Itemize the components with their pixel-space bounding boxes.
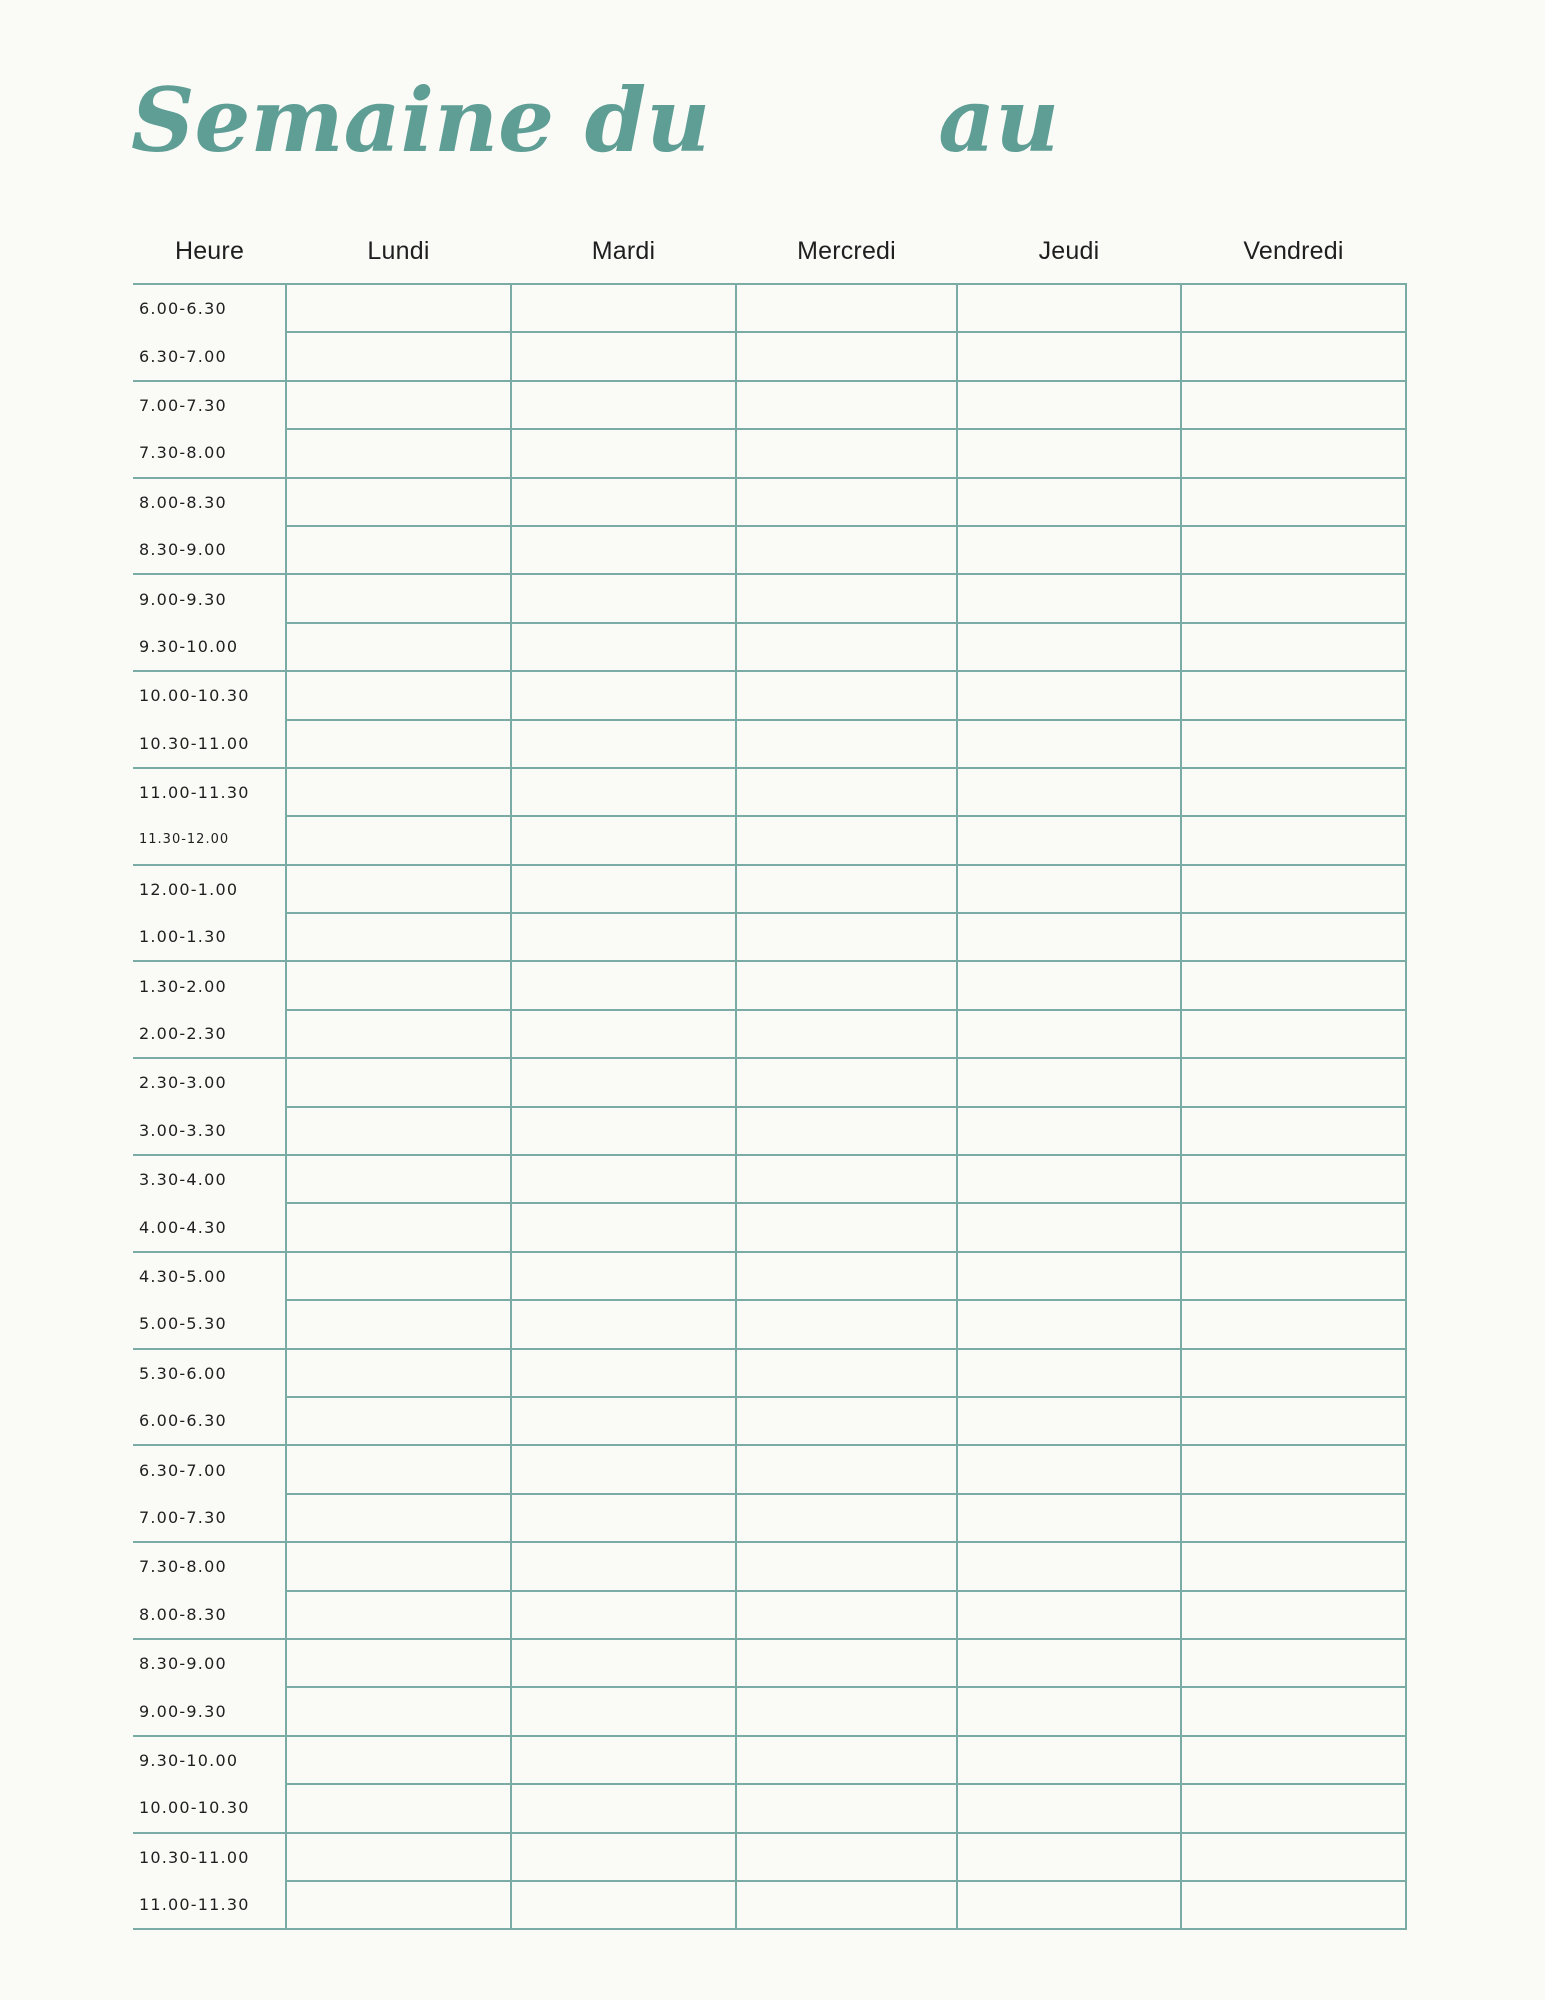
schedule-cell[interactable] — [511, 332, 736, 380]
page-title — [131, 68, 1059, 174]
schedule-cell[interactable] — [957, 1591, 1181, 1639]
table-row — [133, 720, 1406, 768]
table-row — [133, 574, 1406, 622]
time-slot-label: 12.00-1.00 — [139, 879, 239, 899]
schedule-cell[interactable] — [511, 1203, 736, 1251]
schedule-cell[interactable] — [1181, 1300, 1406, 1348]
time-slot-cell — [133, 961, 286, 1058]
table-row — [133, 623, 1406, 671]
schedule-cell[interactable] — [736, 1010, 957, 1058]
schedule-cell[interactable] — [736, 1203, 957, 1251]
time-slot-cell — [133, 768, 286, 865]
time-slot-cell — [133, 865, 286, 962]
schedule-cell[interactable] — [286, 961, 511, 1009]
schedule-cell[interactable] — [957, 1010, 1181, 1058]
table-row — [133, 1445, 1406, 1493]
schedule-cell[interactable] — [736, 913, 957, 961]
schedule-cell[interactable] — [957, 1881, 1181, 1929]
schedule-cell[interactable] — [736, 381, 957, 429]
title-suffix: au — [938, 68, 1060, 172]
schedule-cell[interactable] — [736, 1494, 957, 1542]
schedule-cell[interactable] — [957, 1349, 1181, 1397]
schedule-cell[interactable] — [511, 1494, 736, 1542]
schedule-cell[interactable] — [286, 1687, 511, 1735]
schedule-cell[interactable] — [511, 1591, 736, 1639]
schedule-cell[interactable] — [511, 1445, 736, 1493]
schedule-cell[interactable] — [736, 1107, 957, 1155]
column-header-mardi: Mardi — [511, 220, 736, 284]
schedule-cell[interactable] — [1181, 526, 1406, 574]
schedule-cell[interactable] — [511, 913, 736, 961]
schedule-cell[interactable] — [286, 574, 511, 622]
table-row — [133, 1542, 1406, 1590]
time-slot-cell — [133, 574, 286, 671]
schedule-cell[interactable] — [957, 1058, 1181, 1106]
schedule-cell[interactable] — [511, 1639, 736, 1687]
table-row — [133, 865, 1406, 913]
schedule-cell[interactable] — [957, 913, 1181, 961]
schedule-cell[interactable] — [511, 1058, 736, 1106]
schedule-cell[interactable] — [1181, 1445, 1406, 1493]
schedule-cell[interactable] — [286, 1542, 511, 1590]
time-slot-cell — [133, 671, 286, 768]
schedule-cell[interactable] — [511, 1833, 736, 1881]
time-slot-label: 3.30-4.00 — [139, 1170, 227, 1190]
schedule-cell[interactable] — [957, 1300, 1181, 1348]
schedule-cell[interactable] — [1181, 1639, 1406, 1687]
schedule-cell[interactable] — [286, 1058, 511, 1106]
schedule-cell[interactable] — [286, 332, 511, 380]
schedule-cell[interactable] — [511, 574, 736, 622]
schedule-cell[interactable] — [957, 1784, 1181, 1832]
time-slot-label: 8.30-9.00 — [139, 1654, 227, 1674]
schedule-cell[interactable] — [1181, 961, 1406, 1009]
time-slot-label: 3.00-3.30 — [139, 1120, 227, 1140]
schedule-cell[interactable] — [736, 1252, 957, 1300]
time-slot-cell — [133, 284, 286, 381]
schedule-cell[interactable] — [736, 526, 957, 574]
schedule-cell[interactable] — [511, 284, 736, 332]
schedule-cell[interactable] — [511, 961, 736, 1009]
table-row — [133, 768, 1406, 816]
schedule-cell[interactable] — [957, 332, 1181, 380]
time-slot-cell — [133, 1155, 286, 1252]
schedule-cell[interactable] — [286, 1639, 511, 1687]
schedule-cell[interactable] — [957, 1833, 1181, 1881]
schedule-cell[interactable] — [957, 1639, 1181, 1687]
schedule-cell[interactable] — [736, 1397, 957, 1445]
table-row — [133, 1349, 1406, 1397]
time-slot-label: 4.30-5.00 — [139, 1267, 227, 1286]
time-slot-cell — [133, 1736, 286, 1833]
schedule-cell[interactable] — [1181, 1736, 1406, 1784]
time-slot-label: 11.30-12.00 — [139, 832, 230, 848]
schedule-cell[interactable] — [511, 429, 736, 477]
schedule-cell[interactable] — [1181, 1058, 1406, 1106]
schedule-cell[interactable] — [736, 768, 957, 816]
schedule-cell[interactable] — [736, 1687, 957, 1735]
schedule-cell[interactable] — [736, 1881, 957, 1929]
schedule-cell[interactable] — [1181, 1784, 1406, 1832]
time-slot-label: 9.30-10.00 — [139, 636, 239, 656]
time-slot-cell — [133, 381, 286, 478]
schedule-cell[interactable] — [736, 1445, 957, 1493]
time-slot-label: 2.30-3.00 — [139, 1073, 227, 1093]
schedule-cell[interactable] — [1181, 1494, 1406, 1542]
time-slot-cell — [133, 1058, 286, 1155]
schedule-cell[interactable] — [286, 720, 511, 768]
schedule-cell[interactable] — [736, 1639, 957, 1687]
time-slot-label: 10.00-10.30 — [139, 686, 250, 706]
schedule-cell[interactable] — [286, 913, 511, 961]
table-row — [133, 1833, 1406, 1881]
schedule-cell[interactable] — [286, 1784, 511, 1832]
schedule-cell[interactable] — [1181, 865, 1406, 913]
schedule-cell[interactable] — [957, 574, 1181, 622]
schedule-cell[interactable] — [286, 768, 511, 816]
table-row — [133, 1591, 1406, 1639]
schedule-cell[interactable] — [286, 1397, 511, 1445]
schedule-cell[interactable] — [1181, 1687, 1406, 1735]
table-row — [133, 961, 1406, 1009]
schedule-cell[interactable] — [1181, 1833, 1406, 1881]
schedule-cell[interactable] — [286, 1445, 511, 1493]
schedule-cell[interactable] — [511, 1155, 736, 1203]
schedule-cell[interactable] — [736, 429, 957, 477]
time-slot-label: 10.30-11.00 — [139, 1847, 250, 1867]
schedule-cell[interactable] — [957, 720, 1181, 768]
table-row — [133, 1784, 1406, 1832]
table-row — [133, 1494, 1406, 1542]
schedule-cell[interactable] — [286, 1736, 511, 1784]
schedule-cell[interactable] — [736, 1542, 957, 1590]
schedule-cell[interactable] — [1181, 1010, 1406, 1058]
time-slot-label: 6.00-6.30 — [139, 299, 227, 319]
schedule-cell[interactable] — [1181, 1107, 1406, 1155]
schedule-cell[interactable] — [957, 1155, 1181, 1203]
schedule-cell[interactable] — [736, 1591, 957, 1639]
schedule-cell[interactable] — [736, 574, 957, 622]
time-slot-label: 9.30-10.00 — [139, 1750, 239, 1770]
schedule-cell[interactable] — [957, 768, 1181, 816]
schedule-cell[interactable] — [736, 1736, 957, 1784]
table-row — [133, 429, 1406, 477]
schedule-cell[interactable] — [286, 865, 511, 913]
schedule-cell[interactable] — [1181, 1349, 1406, 1397]
schedule-cell[interactable] — [286, 284, 511, 332]
schedule-cell[interactable] — [511, 526, 736, 574]
schedule-cell[interactable] — [736, 671, 957, 719]
column-header-heure: Heure — [133, 220, 286, 284]
schedule-cell[interactable] — [957, 671, 1181, 719]
table-row — [133, 1203, 1406, 1251]
time-slot-label: 1.00-1.30 — [139, 927, 227, 947]
time-slot-label: 7.30-8.00 — [139, 443, 227, 463]
schedule-cell[interactable] — [1181, 429, 1406, 477]
column-header-lundi: Lundi — [286, 220, 511, 284]
table-row — [133, 526, 1406, 574]
schedule-cell[interactable] — [1181, 332, 1406, 380]
table-row — [133, 1736, 1406, 1784]
schedule-cell[interactable] — [286, 381, 511, 429]
schedule-cell[interactable] — [511, 1300, 736, 1348]
time-slot-cell — [133, 1349, 286, 1446]
schedule-cell[interactable] — [511, 1349, 736, 1397]
schedule-cell[interactable] — [511, 623, 736, 671]
schedule-cell[interactable] — [1181, 768, 1406, 816]
schedule-cell[interactable] — [286, 623, 511, 671]
schedule-cell[interactable] — [286, 1252, 511, 1300]
schedule-cell[interactable] — [736, 1833, 957, 1881]
time-slot-cell — [133, 1445, 286, 1542]
time-slot-label: 1.30-2.00 — [139, 976, 227, 996]
schedule-cell[interactable] — [286, 816, 511, 864]
time-slot-cell — [133, 1833, 286, 1930]
schedule-cell[interactable] — [286, 1107, 511, 1155]
table-row — [133, 1058, 1406, 1106]
schedule-cell[interactable] — [736, 1349, 957, 1397]
weekly-schedule-table — [133, 220, 1407, 1930]
schedule-cell[interactable] — [286, 1494, 511, 1542]
schedule-cell[interactable] — [957, 478, 1181, 526]
schedule-cell[interactable] — [957, 1203, 1181, 1251]
schedule-cell[interactable] — [957, 1397, 1181, 1445]
schedule-cell[interactable] — [1181, 720, 1406, 768]
schedule-cell[interactable] — [1181, 671, 1406, 719]
time-slot-label: 8.00-8.30 — [139, 492, 227, 512]
column-header-jeudi: Jeudi — [957, 220, 1181, 284]
schedule-cell[interactable] — [957, 1494, 1181, 1542]
column-header-vendredi: Vendredi — [1181, 220, 1406, 284]
schedule-cell[interactable] — [957, 1736, 1181, 1784]
table-row — [133, 1639, 1406, 1687]
time-slot-label: 10.30-11.00 — [139, 733, 250, 753]
schedule-cell[interactable] — [957, 961, 1181, 1009]
schedule-cell[interactable] — [511, 1881, 736, 1929]
time-slot-label: 7.30-8.00 — [139, 1557, 227, 1577]
schedule-cell[interactable] — [286, 1155, 511, 1203]
schedule-cell[interactable] — [511, 1687, 736, 1735]
schedule-cell[interactable] — [511, 816, 736, 864]
schedule-cell[interactable] — [957, 1107, 1181, 1155]
table-row — [133, 671, 1406, 719]
time-slot-label: 2.00-2.30 — [139, 1024, 227, 1044]
schedule-cell[interactable] — [957, 429, 1181, 477]
schedule-cell[interactable] — [957, 1445, 1181, 1493]
schedule-cell[interactable] — [736, 865, 957, 913]
time-slot-cell — [133, 1639, 286, 1736]
time-slot-label: 11.00-11.30 — [139, 1895, 250, 1915]
schedule-cell[interactable] — [511, 1542, 736, 1590]
schedule-cell[interactable] — [511, 720, 736, 768]
time-slot-cell — [133, 1542, 286, 1639]
schedule-cell[interactable] — [286, 1349, 511, 1397]
schedule-cell[interactable] — [1181, 1881, 1406, 1929]
schedule-cell[interactable] — [736, 1155, 957, 1203]
schedule-cell[interactable] — [1181, 381, 1406, 429]
schedule-cell[interactable] — [1181, 284, 1406, 332]
schedule-cell[interactable] — [736, 1784, 957, 1832]
schedule-cell[interactable] — [1181, 1252, 1406, 1300]
schedule-cell[interactable] — [286, 671, 511, 719]
schedule-cell[interactable] — [736, 623, 957, 671]
schedule-cell[interactable] — [511, 671, 736, 719]
time-slot-label: 9.00-9.30 — [139, 589, 227, 609]
schedule-cell[interactable] — [511, 865, 736, 913]
table-row — [133, 1881, 1406, 1929]
title-prefix: Semaine du — [131, 68, 711, 172]
schedule-cell[interactable] — [286, 429, 511, 477]
header-row — [133, 220, 1406, 284]
schedule-cell[interactable] — [1181, 1203, 1406, 1251]
time-slot-cell — [133, 478, 286, 575]
time-slot-label: 8.00-8.30 — [139, 1604, 227, 1624]
time-slot-label: 7.00-7.30 — [139, 395, 227, 415]
schedule-cell[interactable] — [286, 1300, 511, 1348]
schedule-cell[interactable] — [286, 1203, 511, 1251]
schedule-cell[interactable] — [511, 1784, 736, 1832]
time-slot-cell — [133, 1252, 286, 1349]
table-row — [133, 1300, 1406, 1348]
schedule-cell[interactable] — [511, 1252, 736, 1300]
table-row — [133, 1010, 1406, 1058]
table-row — [133, 332, 1406, 380]
schedule-cell[interactable] — [1181, 816, 1406, 864]
schedule-cell[interactable] — [286, 1591, 511, 1639]
table-row — [133, 1397, 1406, 1445]
table-row — [133, 1107, 1406, 1155]
schedule-cell[interactable] — [736, 284, 957, 332]
time-slot-label: 6.30-7.00 — [139, 346, 227, 366]
schedule-cell[interactable] — [1181, 913, 1406, 961]
schedule-cell[interactable] — [736, 332, 957, 380]
schedule-cell[interactable] — [736, 478, 957, 526]
table-row — [133, 1252, 1406, 1300]
schedule-cell[interactable] — [957, 816, 1181, 864]
schedule-body — [133, 284, 1406, 1929]
time-slot-label: 4.00-4.30 — [139, 1217, 227, 1237]
schedule-cell[interactable] — [1181, 1397, 1406, 1445]
time-slot-label: 5.30-6.00 — [139, 1363, 227, 1383]
table-row — [133, 284, 1406, 332]
column-header-mercredi: Mercredi — [736, 220, 957, 284]
time-slot-label: 8.30-9.00 — [139, 540, 227, 560]
schedule-cell[interactable] — [286, 1881, 511, 1929]
schedule-cell[interactable] — [957, 381, 1181, 429]
time-slot-label: 6.30-7.00 — [139, 1460, 227, 1480]
time-slot-label: 11.00-11.30 — [139, 783, 250, 803]
schedule-cell[interactable] — [736, 816, 957, 864]
schedule-cell[interactable] — [511, 478, 736, 526]
schedule-cell[interactable] — [957, 284, 1181, 332]
schedule-cell[interactable] — [736, 720, 957, 768]
schedule-cell[interactable] — [286, 1833, 511, 1881]
schedule-cell[interactable] — [511, 1736, 736, 1784]
schedule-cell[interactable] — [957, 526, 1181, 574]
schedule-cell[interactable] — [511, 381, 736, 429]
schedule-cell[interactable] — [957, 623, 1181, 671]
schedule-cell[interactable] — [957, 1252, 1181, 1300]
schedule-cell[interactable] — [511, 1397, 736, 1445]
schedule-cell[interactable] — [957, 1542, 1181, 1590]
schedule-cell[interactable] — [736, 961, 957, 1009]
schedule-cell[interactable] — [957, 865, 1181, 913]
schedule-cell[interactable] — [286, 1010, 511, 1058]
schedule-cell[interactable] — [736, 1300, 957, 1348]
table-row — [133, 478, 1406, 526]
schedule-cell[interactable] — [511, 1107, 736, 1155]
schedule-cell[interactable] — [511, 1010, 736, 1058]
time-slot-label: 6.00-6.30 — [139, 1411, 227, 1431]
schedule-cell[interactable] — [511, 768, 736, 816]
schedule-cell[interactable] — [1181, 574, 1406, 622]
table-row — [133, 1155, 1406, 1203]
time-slot-label: 7.00-7.30 — [139, 1507, 227, 1527]
schedule-cell[interactable] — [736, 1058, 957, 1106]
table-row — [133, 913, 1406, 961]
time-slot-label: 9.00-9.30 — [139, 1701, 227, 1721]
time-slot-label: 5.00-5.30 — [139, 1314, 227, 1334]
schedule-cell[interactable] — [286, 526, 511, 574]
table-row — [133, 816, 1406, 864]
table-row — [133, 381, 1406, 429]
table-row — [133, 1687, 1406, 1735]
schedule-cell[interactable] — [1181, 478, 1406, 526]
schedule-cell[interactable] — [1181, 623, 1406, 671]
schedule-cell[interactable] — [1181, 1591, 1406, 1639]
time-slot-label: 10.00-10.30 — [139, 1798, 250, 1818]
schedule-cell[interactable] — [1181, 1542, 1406, 1590]
schedule-cell[interactable] — [286, 478, 511, 526]
schedule-cell[interactable] — [957, 1687, 1181, 1735]
schedule-cell[interactable] — [1181, 1155, 1406, 1203]
